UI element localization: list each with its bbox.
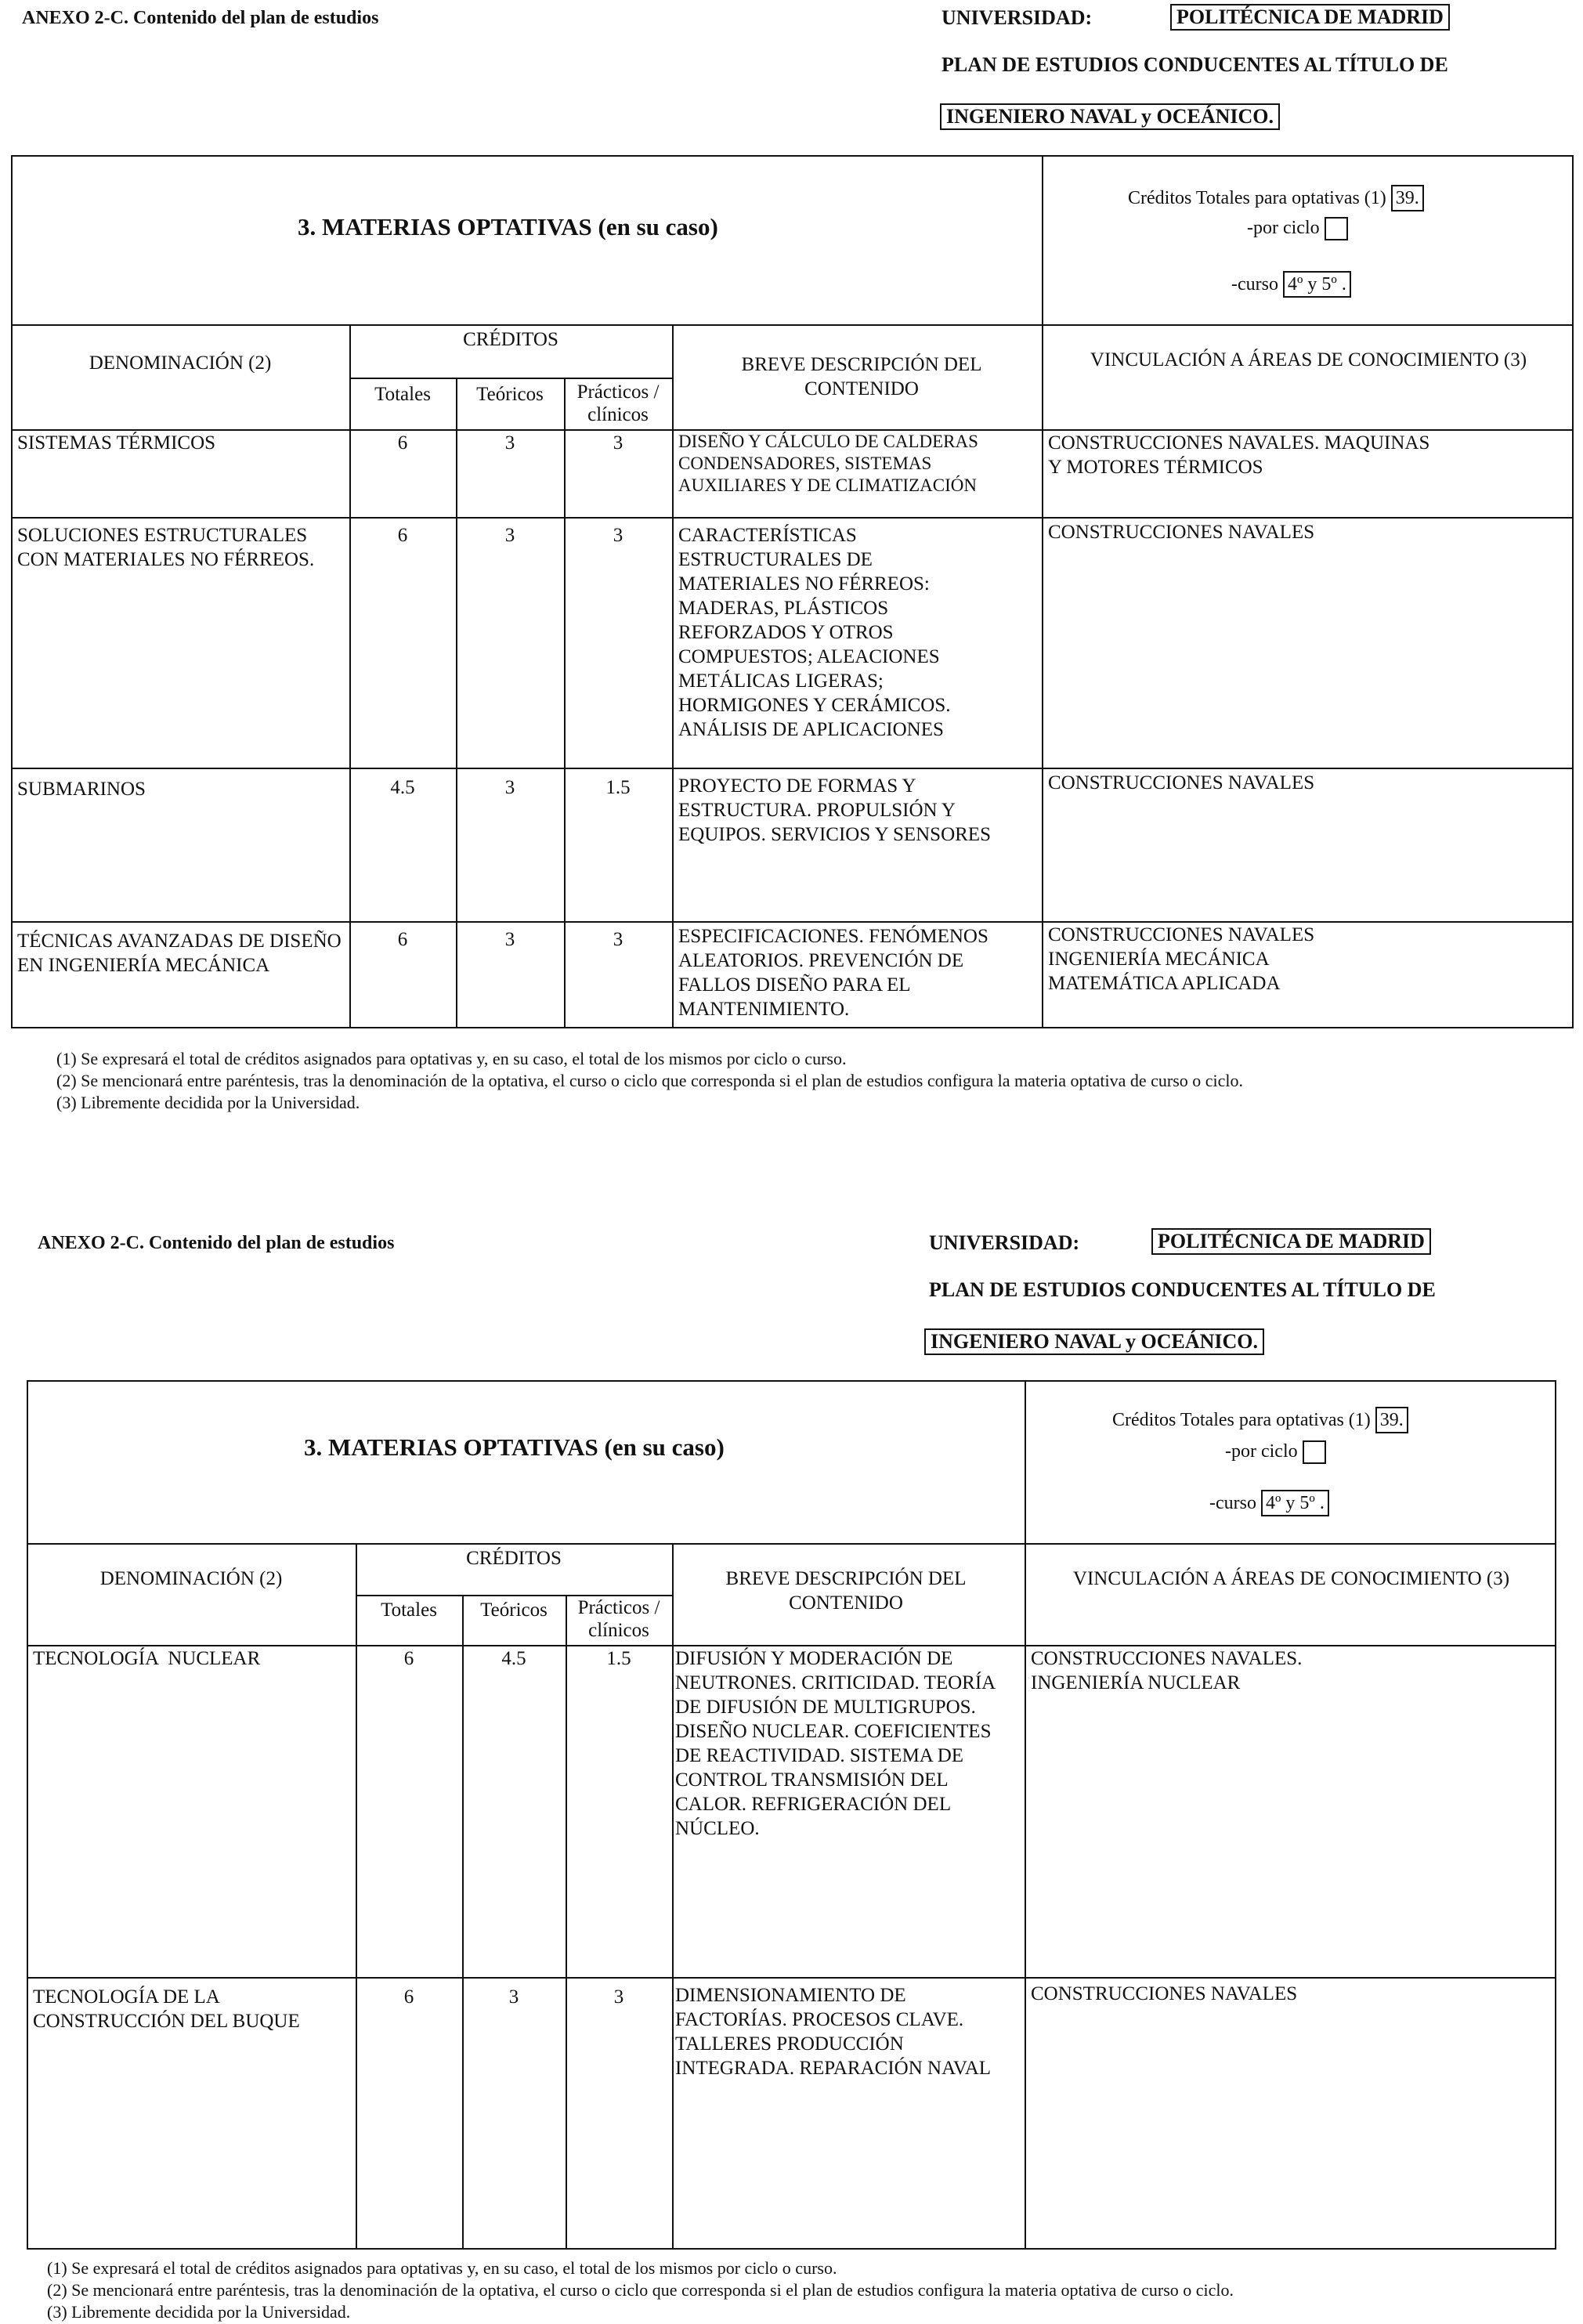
row-areas: CONSTRUCCIONES NAVALES xyxy=(1048,772,1315,793)
footnote-3: (3) Libremente decidida por la Universidad. xyxy=(56,1093,360,1112)
universidad-name: POLITÉCNICA DE MADRID xyxy=(1170,4,1450,31)
row-practicos: 1.5 xyxy=(605,777,631,798)
header-practicos: Prácticos / clínicos xyxy=(576,381,660,425)
table-rule xyxy=(672,324,674,1028)
curso-value: 4º y 5º . xyxy=(1261,1490,1329,1516)
row-areas: CONSTRUCCIONES NAVALES xyxy=(1048,522,1315,543)
por-ciclo-label: -por ciclo xyxy=(1247,218,1320,238)
row-descripcion: DIFUSIÓN Y MODERACIÓN DE NEUTRONES. CRITICIDAD. TEORÍA DE DIFUSIÓN DE MULTIGRUPOS. DISEÑO NUCLEAR. COEFICIENTES DE REACTIVIDAD. SISTEMA DE CONTROL TRANSMISIÓN DEL CALOR. REFRIGERACIÓN DEL NÚCLEO. xyxy=(675,1648,995,1839)
table-rule xyxy=(462,1595,464,2250)
row-practicos: 3 xyxy=(613,1986,624,2008)
table-rule xyxy=(672,1543,674,2250)
table-rule xyxy=(11,517,1574,519)
header-denominacion: DENOMINACIÓN (2) xyxy=(99,1568,283,1589)
table-rule xyxy=(27,1977,1556,1979)
row-nombre: SUBMARINOS xyxy=(17,779,146,800)
row-areas: CONSTRUCCIONES NAVALES. MAQUINAS Y MOTORES TÉRMICOS xyxy=(1048,432,1430,478)
row-areas: CONSTRUCCIONES NAVALES. INGENIERÍA NUCLEAR xyxy=(1031,1648,1303,1693)
header-totales: Totales xyxy=(374,384,431,405)
table-rule xyxy=(27,1543,1556,1545)
plan-heading: PLAN DE ESTUDIOS CONDUCENTES AL TÍTULO DE xyxy=(929,1278,1436,1301)
curso-label: -curso xyxy=(1231,274,1278,295)
row-teoricos: 4.5 xyxy=(501,1648,526,1669)
row-totales: 6 xyxy=(397,525,408,546)
footnote-2: (2) Se mencionará entre paréntesis, tras la denominación de la optativa, el curso o ciclo que corresponda si el plan de estudios configura la materia optativa de curso o ciclo. xyxy=(56,1071,1244,1090)
universidad-label: UNIVERSIDAD: xyxy=(941,6,1093,29)
por-ciclo-row xyxy=(1247,216,1348,240)
table-rule xyxy=(11,768,1574,769)
curso-row xyxy=(1231,271,1351,298)
row-nombre: SOLUCIONES ESTRUCTURALES CON MATERIALES NO FÉRREOS. xyxy=(17,525,315,570)
table-rule xyxy=(11,324,1574,326)
row-nombre: TECNOLOGÍA NUCLEAR xyxy=(33,1648,261,1669)
anexo-heading: ANEXO 2-C. Contenido del plan de estudios xyxy=(38,1233,395,1253)
row-nombre: TECNOLOGÍA DE LA CONSTRUCCIÓN DEL BUQUE xyxy=(33,1986,300,2032)
footnotes xyxy=(56,1048,1576,1114)
por-ciclo-box xyxy=(1325,217,1348,240)
row-areas: CONSTRUCCIONES NAVALES xyxy=(1031,1983,1298,2004)
footnote-1: (1) Se expresará el total de créditos asignados para optativas y, en su caso, el total de los mismos por ciclo o curso. xyxy=(56,1049,847,1068)
curso-row xyxy=(1209,1490,1329,1516)
anexo-heading: ANEXO 2-C. Contenido del plan de estudios xyxy=(22,8,379,28)
row-descripcion: DIMENSIONAMIENTO DE FACTORÍAS. PROCESOS CLAVE. TALLERES PRODUCCIÓN INTEGRADA. REPARACIÓN NAVAL xyxy=(675,1985,992,2079)
row-teoricos: 3 xyxy=(504,777,515,798)
por-ciclo-box xyxy=(1303,1440,1326,1464)
row-teoricos: 3 xyxy=(504,929,515,950)
row-descripcion: DISEÑO Y CÁLCULO DE CALDERAS CONDENSADORES, SISTEMAS AUXILIARES Y DE CLIMATIZACIÓN xyxy=(678,432,978,495)
table-rule xyxy=(1042,155,1043,1028)
por-ciclo-row xyxy=(1225,1440,1326,1464)
header-practicos: Prácticos / clínicos xyxy=(577,1597,660,1641)
header-descripcion: BREVE DESCRIPCIÓN DEL CONTENIDO xyxy=(725,1568,967,1614)
document-page-1 xyxy=(0,0,1583,1159)
row-totales: 4.5 xyxy=(390,777,415,798)
table-rule xyxy=(566,1595,567,2250)
header-vinculacion: VINCULACIÓN A ÁREAS DE CONOCIMIENTO (3) xyxy=(1072,1568,1510,1589)
row-practicos: 3 xyxy=(613,929,623,950)
footnote-3: (3) Libremente decidida por la Universidad. xyxy=(47,2302,351,2322)
row-totales: 6 xyxy=(403,1986,414,2008)
table-rule xyxy=(349,378,672,379)
row-nombre: TÉCNICAS AVANZADAS DE DISEÑO EN INGENIERÍA MECÁNICA xyxy=(17,931,342,976)
row-teoricos: 3 xyxy=(504,525,515,546)
row-teoricos: 3 xyxy=(504,432,515,454)
row-nombre: SISTEMAS TÉRMICOS xyxy=(17,432,216,454)
header-totales: Totales xyxy=(381,1599,437,1621)
section-title: 3. MATERIAS OPTATIVAS (en su caso) xyxy=(304,1433,725,1461)
row-practicos: 1.5 xyxy=(606,1648,631,1669)
creditos-totales-value: 39. xyxy=(1375,1407,1408,1433)
header-teoricos: Teóricos xyxy=(480,1599,548,1621)
creditos-totales-value: 39. xyxy=(1391,185,1424,211)
section-title: 3. MATERIAS OPTATIVAS (en su caso) xyxy=(298,213,718,240)
header-creditos: CRÉDITOS xyxy=(463,329,558,350)
universidad-label: UNIVERSIDAD: xyxy=(929,1231,1080,1254)
curso-value: 4º y 5º . xyxy=(1283,271,1351,298)
document-page-2 xyxy=(0,1222,1583,2324)
curso-label: -curso xyxy=(1209,1493,1256,1513)
universidad-name: POLITÉCNICA DE MADRID xyxy=(1151,1228,1431,1255)
table-rule xyxy=(1025,1380,1026,2250)
row-areas: CONSTRUCCIONES NAVALES INGENIERÍA MECÁNICA MATEMÁTICA APLICADA xyxy=(1048,924,1315,994)
row-practicos: 3 xyxy=(613,432,623,454)
row-practicos: 3 xyxy=(613,525,623,546)
degree-title: INGENIERO NAVAL y OCEÁNICO. xyxy=(940,103,1280,130)
por-ciclo-label: -por ciclo xyxy=(1225,1441,1298,1462)
plan-heading: PLAN DE ESTUDIOS CONDUCENTES AL TÍTULO DE xyxy=(941,53,1448,76)
creditos-totales-label xyxy=(1128,185,1424,211)
header-descripcion: BREVE DESCRIPCIÓN DEL CONTENIDO xyxy=(741,354,982,399)
creditos-totales-text: Créditos Totales para optativas (1) xyxy=(1128,188,1386,208)
header-creditos: CRÉDITOS xyxy=(466,1548,562,1569)
footnote-1: (1) Se expresará el total de créditos asignados para optativas y, en su caso, el total de los mismos por ciclo o curso. xyxy=(47,2258,837,2278)
row-descripcion: CARACTERÍSTICAS ESTRUCTURALES DE MATERIALES NO FÉRREOS: MADERAS, PLÁSTICOS REFORZADOS Y OTROS COMPUESTOS; ALEACIONES METÁLICAS LIGERAS; HORMIGONES Y CERÁMICOS. ANÁLISIS DE APLICACIONES xyxy=(678,525,951,740)
row-teoricos: 3 xyxy=(508,1986,519,2008)
degree-title: INGENIERO NAVAL y OCEÁNICO. xyxy=(924,1328,1264,1355)
footnote-2: (2) Se mencionará entre paréntesis, tras la denominación de la optativa, el curso o ciclo que corresponda si el plan de estudios configura la materia optativa de curso o ciclo. xyxy=(47,2280,1234,2300)
row-descripcion: PROYECTO DE FORMAS Y ESTRUCTURA. PROPULSIÓN Y EQUIPOS. SERVICIOS Y SENSORES xyxy=(678,775,991,845)
row-totales: 6 xyxy=(403,1648,414,1669)
creditos-totales-text: Créditos Totales para optativas (1) xyxy=(1112,1410,1371,1430)
header-vinculacion: VINCULACIÓN A ÁREAS DE CONOCIMIENTO (3) xyxy=(1090,349,1527,370)
footnotes xyxy=(47,2257,1574,2323)
row-descripcion: ESPECIFICACIONES. FENÓMENOS ALEATORIOS. PREVENCIÓN DE FALLOS DISEÑO PARA EL MANTENIMIENTO. xyxy=(678,926,988,1020)
row-totales: 6 xyxy=(397,432,408,454)
row-totales: 6 xyxy=(397,929,408,950)
header-teoricos: Teóricos xyxy=(476,384,544,405)
table-rule xyxy=(349,324,351,1028)
header-denominacion: DENOMINACIÓN (2) xyxy=(89,352,272,374)
creditos-totales-label xyxy=(1112,1407,1408,1433)
